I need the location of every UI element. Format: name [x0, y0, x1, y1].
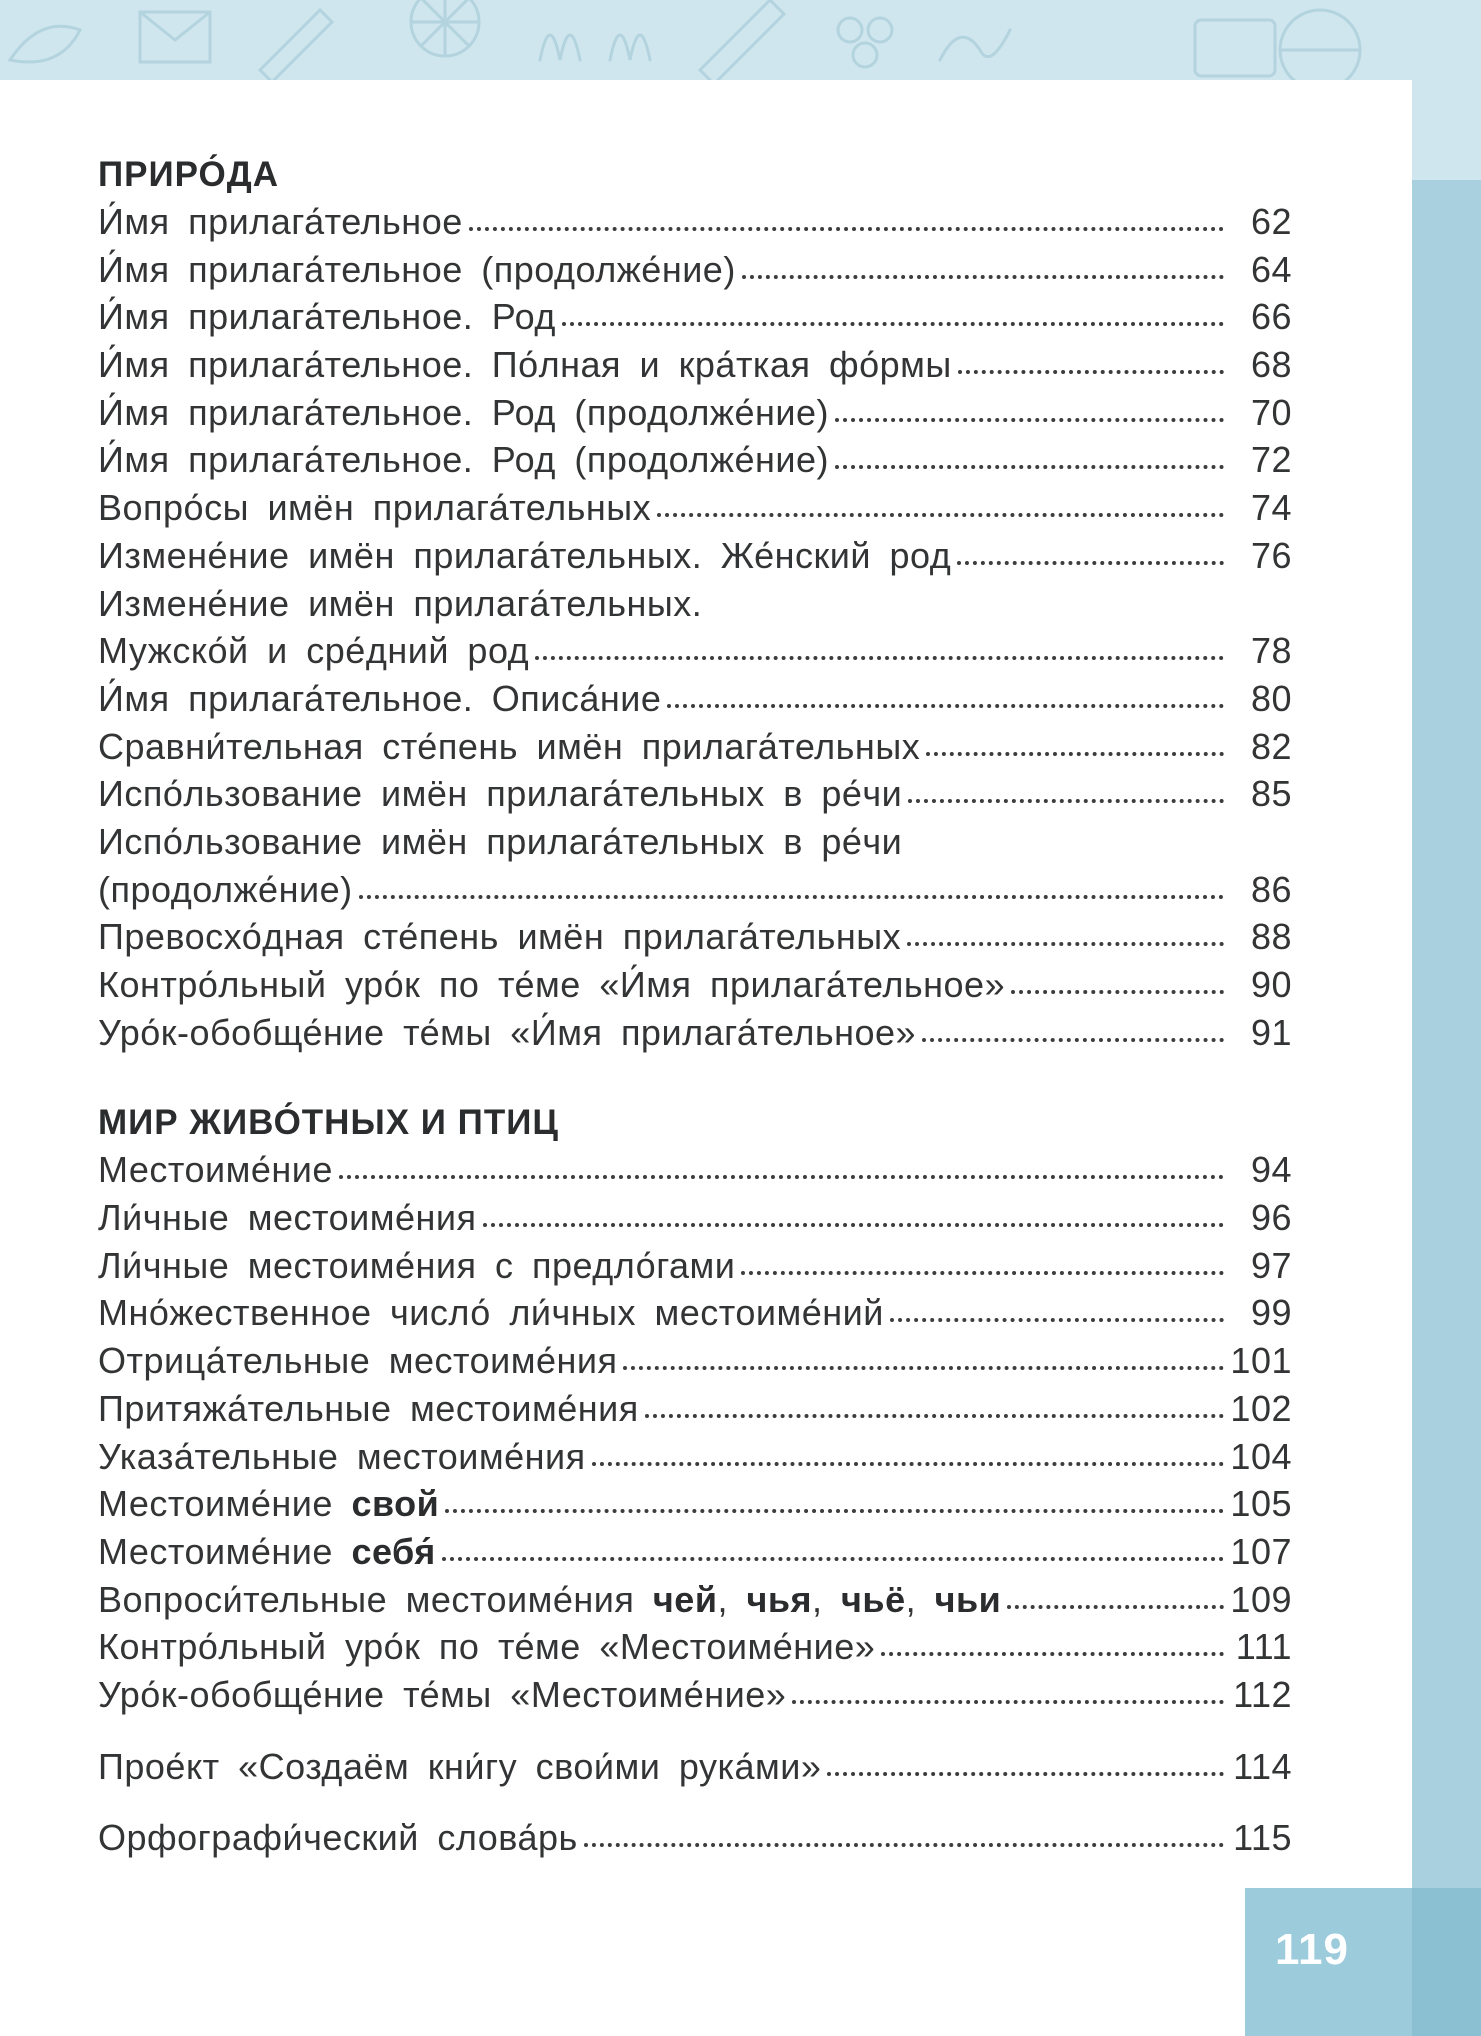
- toc-entry-title: (продолже́ние): [98, 868, 353, 910]
- doodle-globe-icon: [1280, 10, 1360, 90]
- toc-page-number: 82: [1250, 725, 1292, 767]
- dot-leader: [827, 1772, 1224, 1776]
- toc-entry[interactable]: [98, 723, 1292, 771]
- toc-entry[interactable]: [98, 961, 1292, 1009]
- toc-entry-title: Уро́к-обобще́ние те́мы «Местоиме́ние»: [98, 1673, 787, 1715]
- toc-page-number: 104: [1230, 1435, 1292, 1477]
- toc-page-number: 115: [1233, 1817, 1292, 1859]
- toc-page-number: 76: [1250, 534, 1292, 576]
- toc-page-number: 105: [1230, 1483, 1292, 1525]
- toc-entry[interactable]: [98, 436, 1292, 484]
- dot-leader: [1007, 1605, 1224, 1609]
- doodle-script-icon: [940, 30, 1010, 60]
- toc-entry[interactable]: [98, 1194, 1292, 1242]
- toc-entry-title: Указа́тельные местоиме́ния: [98, 1435, 586, 1477]
- dot-leader: [535, 656, 1224, 660]
- toc-entry-title: Отрица́тельные местоиме́ния: [98, 1340, 618, 1382]
- dot-leader: [907, 942, 1224, 946]
- toc-entry[interactable]: [98, 1480, 1292, 1528]
- toc-entry[interactable]: [98, 675, 1292, 723]
- dot-leader: [958, 370, 1224, 374]
- toc-entry[interactable]: [98, 1623, 1292, 1671]
- toc-entry[interactable]: [98, 1242, 1292, 1290]
- toc-entry-title: Притяжа́тельные местоиме́ния: [98, 1387, 639, 1429]
- toc-entry[interactable]: [98, 246, 1292, 294]
- toc-page-number: 97: [1250, 1244, 1292, 1286]
- toc-page-number: 102: [1230, 1387, 1292, 1429]
- dot-leader: [922, 1038, 1224, 1042]
- toc-entry[interactable]: [98, 198, 1292, 246]
- dot-leader: [1011, 990, 1224, 994]
- toc-page-number: 78: [1250, 630, 1292, 672]
- section-spacer: [98, 1056, 1292, 1100]
- toc-entry-title: И́мя прилага́тельное: [98, 201, 463, 242]
- toc-page-number: 74: [1250, 487, 1292, 529]
- toc-page-number: 66: [1250, 296, 1292, 338]
- dot-leader: [957, 561, 1224, 565]
- toc-entry[interactable]: [98, 770, 1292, 818]
- dot-leader: [445, 1509, 1224, 1513]
- toc-entry-title: И́мя прилага́тельное. Род (продолже́ние): [98, 391, 829, 433]
- toc-entry-title-text: Местоиме́ние: [98, 1483, 333, 1525]
- doodle-leaf-icon: [10, 26, 80, 62]
- toc-entry-title: Мно́жественное число́ ли́чных местоиме́ний: [98, 1292, 884, 1334]
- toc-entry-title: И́мя прилага́тельное. Род: [98, 296, 556, 338]
- toc-page-number: 80: [1250, 677, 1292, 719]
- section-spacer: [98, 1790, 1292, 1814]
- dot-leader: [835, 418, 1224, 422]
- toc-entry-title: Ли́чные местоиме́ния с предло́гами: [98, 1244, 736, 1286]
- toc-entry-title: Прое́кт «Создаём кни́гу свои́ми рука́ми»: [98, 1745, 822, 1787]
- toc-entry-bold-word: чья: [746, 1578, 813, 1620]
- toc-entry-title-text: Вопроси́тельные местоиме́ния: [98, 1578, 635, 1620]
- right-edge-stripe: [1412, 180, 1481, 2036]
- toc-entry-title: Превосхо́дная сте́пень имён прилага́тельных: [98, 916, 902, 958]
- dot-leader: [584, 1843, 1224, 1847]
- dot-leader: [657, 513, 1224, 517]
- toc-entry[interactable]: [98, 627, 1292, 675]
- dot-leader: [339, 1175, 1224, 1179]
- toc-entry[interactable]: [98, 1528, 1292, 1576]
- toc-entry-title: Контро́льный уро́к по те́ме «Местоиме́ние»: [98, 1626, 876, 1668]
- toc-page-number: 90: [1250, 964, 1292, 1005]
- doodle-pencil-icon: [260, 10, 332, 82]
- toc-page-number: 94: [1250, 1149, 1292, 1191]
- dot-leader: [926, 752, 1224, 756]
- toc-page-number: 112: [1233, 1673, 1292, 1715]
- toc-page-number: 107: [1230, 1530, 1292, 1572]
- page-number: 119: [1275, 1925, 1349, 1974]
- toc-page-number: 114: [1233, 1745, 1292, 1787]
- toc-entry-bold-word: чьё: [841, 1578, 906, 1620]
- toc-entry[interactable]: [98, 293, 1292, 341]
- toc-entry-title: [98, 1480, 439, 1528]
- toc-page-number: 88: [1250, 916, 1292, 958]
- toc-entry[interactable]: [98, 1146, 1292, 1194]
- toc-entry[interactable]: [98, 866, 1292, 914]
- toc-entry-title: Уро́к-обобще́ние те́мы «И́мя прилага́тельное»: [98, 1011, 917, 1053]
- toc-page-number: 96: [1250, 1197, 1292, 1239]
- toc-entry-bold-word: чей: [652, 1578, 718, 1620]
- dot-leader: [359, 895, 1224, 899]
- toc-entry-title: Ли́чные местоиме́ния: [98, 1197, 477, 1239]
- toc-entry-project[interactable]: [98, 1743, 1292, 1791]
- dot-leader: [562, 322, 1224, 326]
- toc-entry-title: И́мя прилага́тельное. Описа́ние: [98, 677, 662, 719]
- toc-page-number: 99: [1250, 1292, 1292, 1334]
- toc-entry-title: И́мя прилага́тельное (продолже́ние): [98, 248, 736, 290]
- toc-entry[interactable]: [98, 1385, 1292, 1433]
- toc-entry[interactable]: [98, 1576, 1292, 1624]
- dot-leader: [835, 465, 1224, 469]
- doodle-ruler-icon: [700, 0, 784, 84]
- toc-entry-title: Испо́льзование имён прилага́тельных в ре́чи: [98, 773, 903, 815]
- section-heading: МИР ЖИВО́ТНЫХ И ПТИЦ: [98, 1103, 559, 1143]
- doodle-book-icon: [1195, 20, 1275, 76]
- toc-entry-title: И́мя прилага́тельное. Род (продолже́ние): [98, 439, 829, 481]
- toc-entry-bold-word: себя́: [351, 1530, 436, 1572]
- page-sheet: [0, 80, 1412, 2036]
- doodle-dots-icon: [838, 18, 862, 42]
- toc-page-number: 68: [1250, 344, 1292, 386]
- dot-leader: [469, 227, 1224, 231]
- toc-entry[interactable]: [98, 1433, 1292, 1481]
- toc-entry-title: Измене́ние имён прилага́тельных. Же́нский род: [98, 534, 952, 576]
- toc-entry-title: Контро́льный уро́к по те́ме «И́мя прилага́тельное»: [98, 964, 1006, 1005]
- toc-entry[interactable]: [98, 1289, 1292, 1337]
- toc-entry-title: И́мя прилага́тельное. По́лная и кра́ткая фо́рмы: [98, 344, 952, 386]
- toc-entry[interactable]: [98, 913, 1292, 961]
- toc-page-number: 85: [1250, 773, 1292, 815]
- section-spacer: [98, 1719, 1292, 1743]
- dot-leader: [667, 704, 1224, 708]
- toc-entry-title: Мужско́й и сре́дний род: [98, 630, 530, 672]
- toc-entry[interactable]: [98, 1009, 1292, 1057]
- dot-leader: [742, 275, 1224, 279]
- toc-entry-first-line[interactable]: Измене́ние имён прилага́тельных.: [98, 582, 703, 624]
- toc-entry-title: Вопро́сы имён прилага́тельных: [98, 487, 652, 529]
- doodle-letters-icon: [540, 35, 650, 60]
- toc-entry-bold-word: свой: [351, 1483, 440, 1525]
- dot-leader: [442, 1557, 1224, 1561]
- dot-leader: [890, 1318, 1224, 1322]
- toc-page-number: 64: [1250, 248, 1292, 290]
- toc-entry-dictionary[interactable]: [98, 1814, 1292, 1862]
- dot-leader: [592, 1462, 1224, 1466]
- toc-entry[interactable]: [98, 1671, 1292, 1719]
- toc-page-number: 101: [1230, 1340, 1292, 1382]
- dot-leader: [908, 799, 1224, 803]
- table-of-contents: [98, 152, 1292, 1862]
- dot-leader: [623, 1366, 1224, 1370]
- toc-entry-first-line[interactable]: Испо́льзование имён прилага́тельных в ре́чи: [98, 820, 903, 862]
- dot-leader: [645, 1414, 1224, 1418]
- toc-page-number: 62: [1250, 201, 1292, 242]
- toc-page-number: 109: [1230, 1578, 1292, 1620]
- dot-leader: [792, 1700, 1224, 1704]
- toc-entry[interactable]: [98, 1337, 1292, 1385]
- toc-page-number: 70: [1250, 391, 1292, 433]
- toc-entry-title: Орфографи́ческий слова́рь: [98, 1817, 578, 1859]
- toc-entry[interactable]: [98, 341, 1292, 389]
- dot-leader: [483, 1223, 1224, 1227]
- toc-entry-title: Вопроси́тельные местоиме́ния чей, чья, чьё, чьи: [98, 1578, 1002, 1620]
- toc-entry-bold-word: чьи: [934, 1578, 1002, 1620]
- toc-entry-title-text: Местоиме́ние: [98, 1530, 333, 1572]
- toc-entry-title: [98, 1528, 436, 1576]
- toc-page-number: 91: [1250, 1011, 1292, 1053]
- section-heading: ПРИРО́ДА: [98, 155, 279, 194]
- toc-entry-title: Сравни́тельная сте́пень имён прилага́тельных: [98, 725, 921, 767]
- toc-page-number: 86: [1250, 868, 1292, 910]
- toc-entry[interactable]: [98, 532, 1292, 580]
- dot-leader: [741, 1271, 1224, 1275]
- toc-entry-title: Местоиме́ние: [98, 1149, 333, 1191]
- toc-page-number: 72: [1250, 439, 1292, 481]
- toc-entry[interactable]: [98, 389, 1292, 437]
- toc-entry[interactable]: [98, 484, 1292, 532]
- dot-leader: [881, 1652, 1224, 1656]
- toc-page-number: 111: [1235, 1626, 1292, 1668]
